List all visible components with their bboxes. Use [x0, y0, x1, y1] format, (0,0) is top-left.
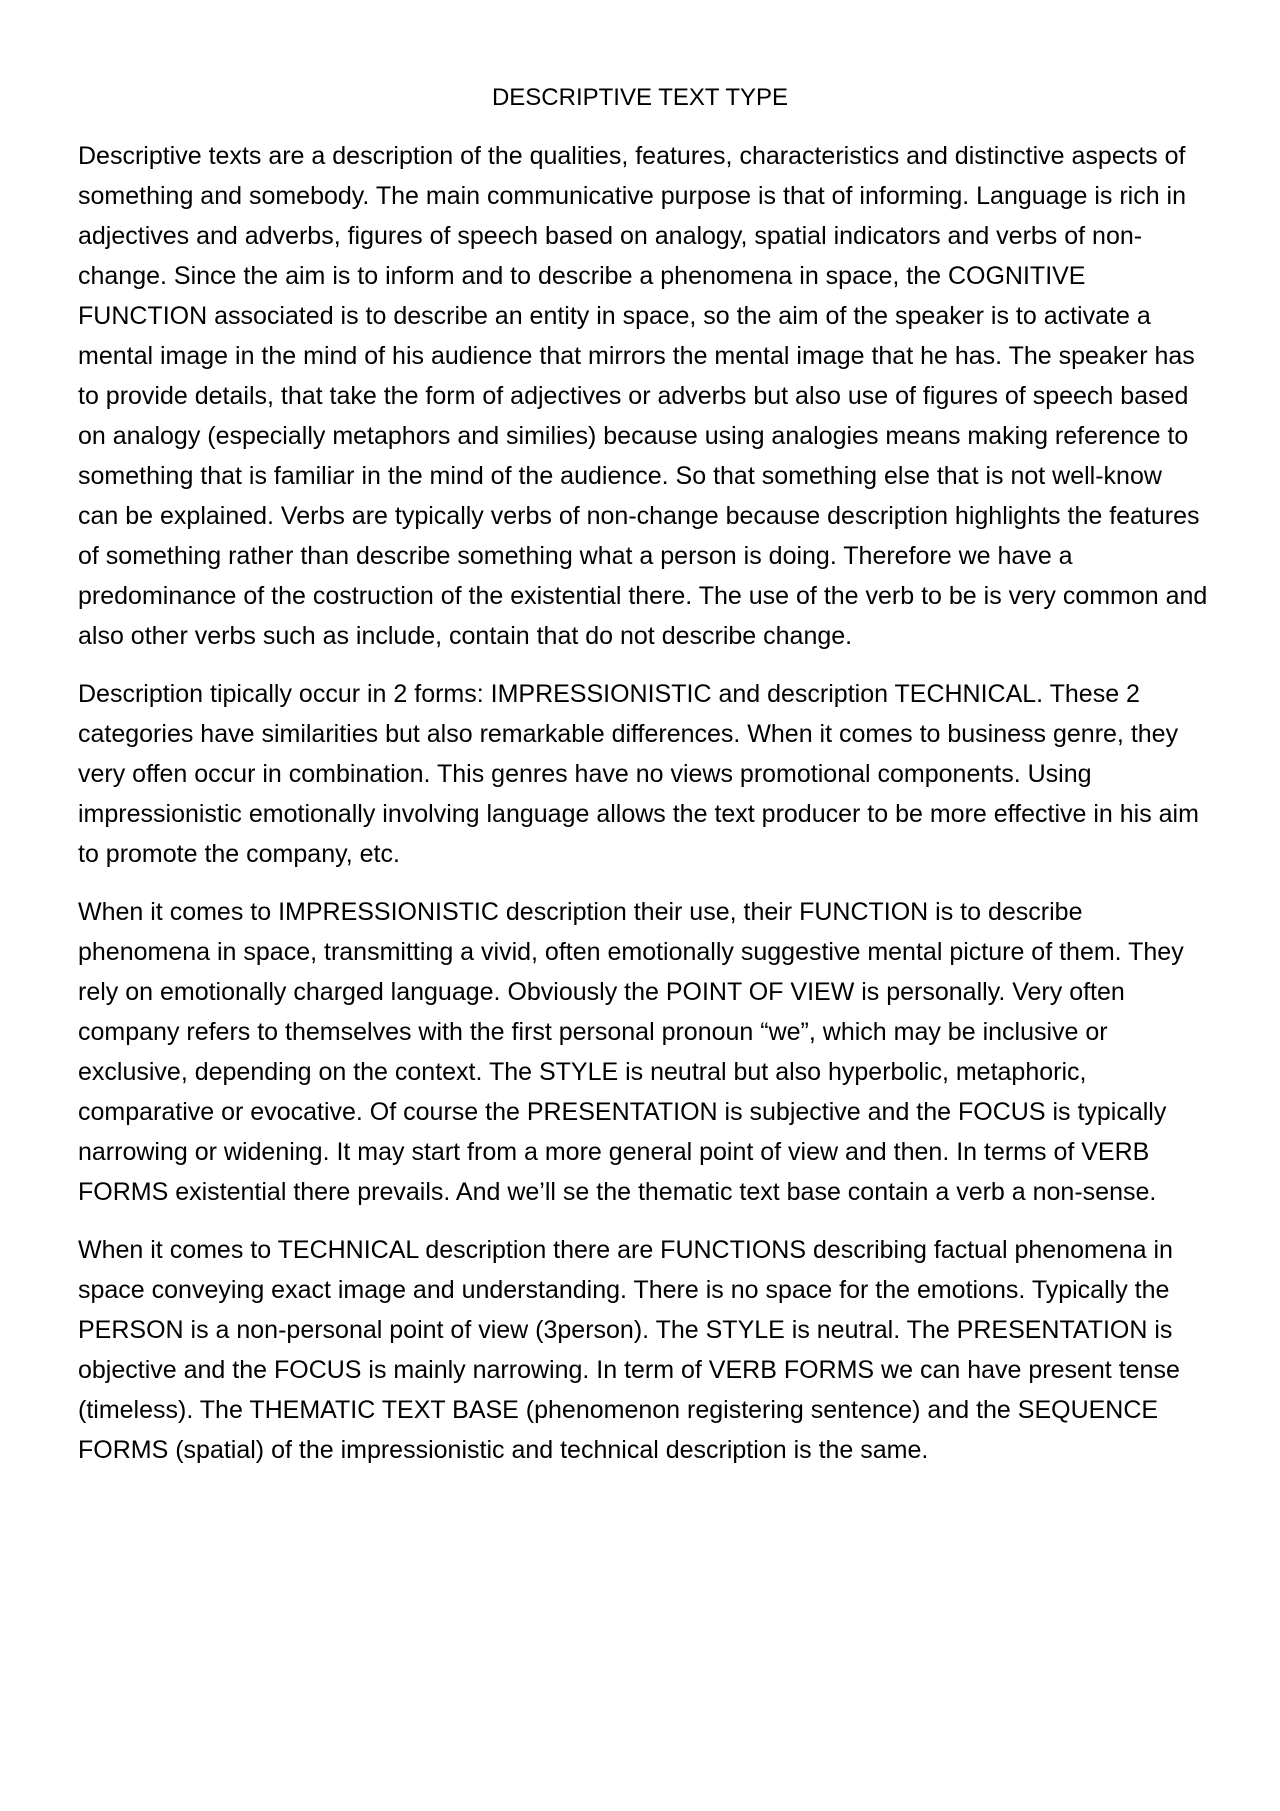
document-body [78, 136, 1208, 1488]
paragraph-impressionistic: When it comes to IMPRESSIONISTIC description their use, their FUNCTION is to describe phenomena in space, transmitting a vivid, often emotionally suggestive mental picture of them. They rely on emotionally charged language. Obviously the POINT OF VIEW is personally. Very often company refers to themselves with the first personal pronoun “we”, which may be inclusive or exclusive, depending on the context. The STYLE is neutral but also hyperbolic, metaphoric, comparative or evocative. Of course the PRESENTATION is subjective and the FOCUS is typically narrowing or widening. It may start from a more general point of view and then. In terms of VERB FORMS existential there prevails. And we’ll se the thematic text base contain a verb a non-sense. [78, 898, 1184, 1206]
paragraph-technical: When it comes to TECHNICAL description there are FUNCTIONS describing factual phenomena in space conveying exact image and understanding. There is no space for the emotions. Typically the PERSON is a non-personal point of view (3person). The STYLE is neutral. The PRESENTATION is objective and the FOCUS is mainly narrowing. In term of VERB FORMS we can have present tense (timeless). The THEMATIC TEXT BASE (phenomenon registering sentence) and the SEQUENCE FORMS (spatial) of the impressionistic and technical description is the same. [78, 1236, 1180, 1464]
document-title: DESCRIPTIVE TEXT TYPE [491, 84, 789, 111]
paragraph-forms: Description tipically occur in 2 forms: IMPRESSIONISTIC and description TECHNICAL. These 2 categories have similarities but also remarkable differences. When it comes to business genre, they very offen occur in combination. This genres have no views promotional components. Using impressionistic emotionally involving language allows the text producer to be more effective in his aim to promote the company, etc. [78, 680, 1199, 868]
paragraph-intro: Descriptive texts are a description of the qualities, features, characteristics and distinctive aspects of something and somebody. The main communicative purpose is that of informing. Language is rich in adjectives and adverbs, figures of speech based on analogy, spatial indicators and verbs of non-change. Since the aim is to inform and to describe a phenomena in space, the COGNITIVE FUNCTION associated is to describe an entity in space, so the aim of the speaker is to activate a mental image in the mind of his audience that mirrors the mental image that he has. The speaker has to provide details, that take the form of adjectives or adverbs but also use of figures of speech based on analogy (especially metaphors and similies) because using analogies means making reference to something that is familiar in the mind of the audience. So that something else that is not well-know can be explained. Verbs are typically verbs of non-change because description highlights the features of something rather than describe something what a person is doing. Therefore we have a predominance of the costruction of the existential there. The use of the verb to be is very common and also other verbs such as include, contain that do not describe change. [78, 142, 1208, 650]
